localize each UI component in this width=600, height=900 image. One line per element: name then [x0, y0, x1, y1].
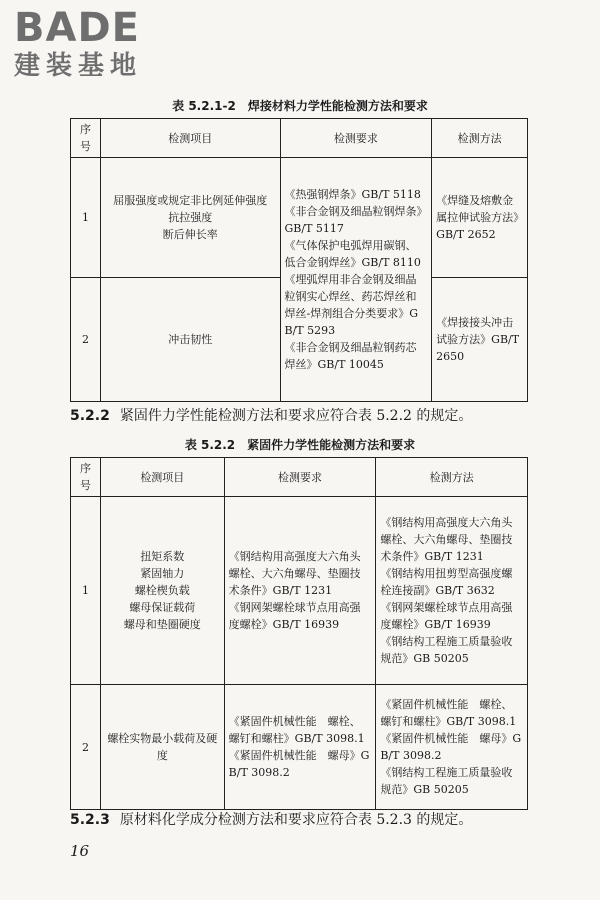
- standard-ref: 《热强钢焊条》GB/T 5118: [284, 188, 421, 201]
- section-5-2-3: [70, 809, 590, 829]
- section-5-2-2: [70, 405, 590, 425]
- test-method: 《焊缝及熔敷金属拉伸试验方法》GB/T 2652: [432, 158, 528, 278]
- table1-header-row: [71, 119, 528, 158]
- standard-ref: 《钢网架螺栓球节点用高强度螺栓》GB/T 16939: [228, 601, 361, 631]
- test-requirements: [224, 685, 376, 810]
- test-item: 抗拉强度: [168, 211, 213, 224]
- section-number: 5.2.3: [70, 812, 110, 828]
- row-number: 2: [71, 685, 101, 810]
- standard-ref: 《紧固件机械性能 螺栓、螺钉和螺柱》GB/T 3098.1: [380, 698, 517, 728]
- test-items: [100, 158, 280, 278]
- test-item: 螺栓实物最小载荷及硬度: [107, 732, 218, 762]
- test-item: 断后伸长率: [162, 228, 218, 241]
- table2-header: 检测方法: [376, 458, 528, 497]
- standard-ref: 《钢结构用扭剪型高强度螺栓连接副》GB/T 3632: [380, 567, 513, 597]
- test-requirements: [280, 158, 432, 402]
- table-row: [71, 158, 528, 278]
- section-text: 原材料化学成分检测方法和要求应符合表 5.2.3 的规定。: [119, 812, 473, 828]
- test-item: 螺栓楔负载: [134, 584, 190, 597]
- standard-ref: 《钢网架螺栓球节点用高强度螺栓》GB/T 16939: [380, 601, 513, 631]
- table1: [70, 118, 528, 402]
- bade-logo: [14, 6, 174, 82]
- table-row: [71, 497, 528, 685]
- test-item: 扭矩系数: [140, 550, 185, 563]
- test-items: [100, 278, 280, 402]
- test-methods: [376, 685, 528, 810]
- table1-header: 检测项目: [100, 119, 280, 158]
- table1-caption: 表 5.2.1-2 焊接材料力学性能检测方法和要求: [172, 99, 428, 113]
- table1-header: 检测方法: [432, 119, 528, 158]
- table2-header: 检测项目: [100, 458, 224, 497]
- section-number: 5.2.2: [70, 408, 110, 424]
- table2: [70, 457, 528, 810]
- test-methods: [376, 497, 528, 685]
- standard-ref: 《气体保护电弧焊用碳钢、低合金钢焊丝》GB/T 8110: [284, 239, 421, 269]
- table1-header: 序号: [71, 119, 101, 158]
- test-method: 《焊接接头冲击试验方法》GB/T 2650: [432, 278, 528, 402]
- test-item: 螺母保证载荷: [129, 601, 196, 614]
- row-number: 1: [71, 497, 101, 685]
- standard-ref: 《钢结构工程施工质量验收规范》GB 50205: [380, 766, 513, 796]
- test-items: [100, 685, 224, 810]
- standard-ref: 《钢结构用高强度大六角头螺栓、大六角螺母、垫圈技术条件》GB/T 1231: [228, 550, 361, 597]
- standard-ref: 《紧固件机械性能 螺母》GB/T 3098.2: [380, 732, 522, 762]
- table-row: [71, 685, 528, 810]
- standard-ref: 《非合金钢及细晶粒钢药芯焊丝》GB/T 10045: [284, 341, 417, 371]
- standard-ref: 《紧固件机械性能 螺母》GB/T 3098.2: [228, 749, 370, 779]
- table2-header: 检测要求: [224, 458, 376, 497]
- table2-header-row: [71, 458, 528, 497]
- logo-subtitle: 建装基地: [14, 51, 143, 81]
- logo-wordmark: BADE: [14, 5, 140, 51]
- row-number: 2: [71, 278, 101, 402]
- standard-ref: 《非合金钢及细晶粒钢焊条》GB/T 5117: [284, 205, 423, 235]
- test-requirements: [224, 497, 376, 685]
- test-item: 螺母和垫圈硬度: [123, 618, 201, 631]
- row-number: 1: [71, 158, 101, 278]
- standard-ref: 《紧固件机械性能 螺栓、螺钉和螺柱》GB/T 3098.1: [228, 715, 365, 745]
- test-items: [100, 497, 224, 685]
- table1-header: 检测要求: [280, 119, 432, 158]
- test-item: 冲击韧性: [168, 333, 213, 346]
- standard-ref: 《钢结构用高强度大六角头螺栓、大六角螺母、垫圈技术条件》GB/T 1231: [380, 516, 513, 563]
- table2-header: 序号: [71, 458, 101, 497]
- standard-ref: 《钢结构工程施工质量验收规范》GB 50205: [380, 635, 513, 665]
- test-item: 屈服强度或规定非比例延伸强度: [113, 194, 268, 207]
- test-item: 紧固轴力: [140, 567, 185, 580]
- page-number: 16: [70, 842, 90, 860]
- table2-caption: 表 5.2.2 紧固件力学性能检测方法和要求: [184, 438, 416, 452]
- standard-ref: 《埋弧焊用非合金钢及细晶粒钢实心焊丝、药芯焊丝和焊丝-焊剂组合分类要求》GB/T 5293: [284, 273, 419, 337]
- section-text: 紧固件力学性能检测方法和要求应符合表 5.2.2 的规定。: [119, 408, 473, 424]
